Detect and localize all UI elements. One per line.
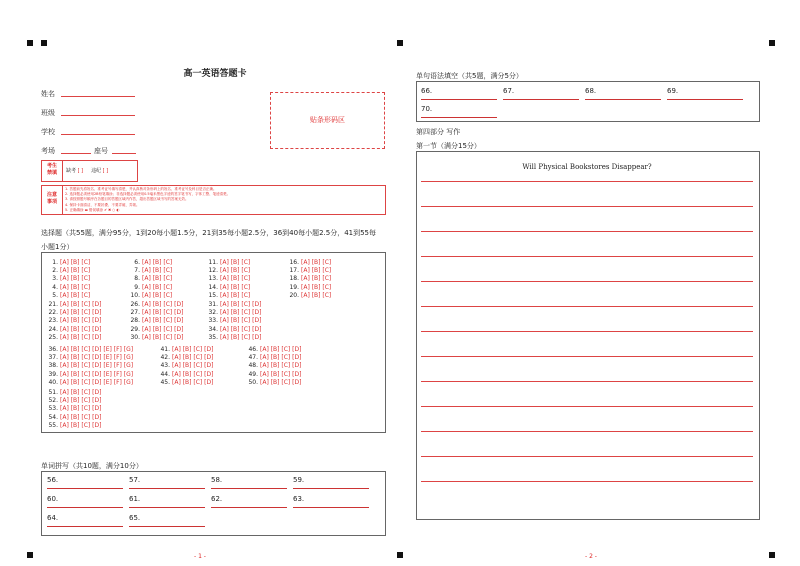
choice-question-1[interactable] bbox=[46, 259, 90, 266]
writing-line[interactable] bbox=[421, 181, 753, 182]
choice-question-44[interactable] bbox=[158, 371, 213, 378]
choice-question-47[interactable] bbox=[246, 354, 301, 361]
question-number: 41. bbox=[160, 346, 170, 353]
choice-question-11[interactable] bbox=[206, 259, 250, 266]
answer-options[interactable]: [A] [B] [C] bbox=[220, 283, 251, 291]
choice-question-52[interactable] bbox=[46, 397, 101, 404]
question-number: 51. bbox=[48, 389, 58, 396]
candidate-box bbox=[41, 160, 138, 182]
choice-question-55[interactable] bbox=[46, 422, 101, 429]
writing-line[interactable] bbox=[421, 281, 753, 282]
answer-options[interactable]: [A] [B] [C] bbox=[60, 283, 91, 291]
question-number: 35. bbox=[208, 333, 218, 341]
choice-question-10[interactable] bbox=[128, 292, 172, 299]
seat-label: 座号 bbox=[94, 147, 108, 155]
class-label: 班级 bbox=[41, 109, 55, 117]
spelling-label: 61. bbox=[129, 495, 141, 503]
answer-options[interactable]: [A] [B] [C] [D] bbox=[142, 325, 184, 333]
answer-options[interactable]: [A] [B] [C] [D] bbox=[220, 333, 262, 341]
question-number: 29. bbox=[130, 325, 140, 333]
question-number: 3. bbox=[52, 275, 58, 283]
spelling-answer-line[interactable] bbox=[129, 488, 205, 489]
writing-sub-heading: 第一节（满分15分） bbox=[416, 142, 481, 150]
choice-question-31[interactable] bbox=[206, 301, 261, 308]
writing-line[interactable] bbox=[421, 306, 753, 307]
note-line: 5. 正确填涂 ▬ 错误填涂 ✔ ✖ ○ ◐ bbox=[65, 207, 120, 212]
answer-options[interactable]: [A] [B] [C] [D] bbox=[220, 309, 262, 317]
spelling-answer-line[interactable] bbox=[293, 488, 369, 489]
choice-question-24[interactable] bbox=[46, 326, 101, 333]
answer-options[interactable]: [A] [B] [C] [D] bbox=[142, 333, 184, 341]
choice-heading-2: 小题1分） bbox=[41, 243, 74, 251]
answer-options[interactable]: [A] [B] [C] [D] [E] [F] [G] bbox=[60, 354, 134, 362]
answer-options[interactable]: [A] [B] [C] [D] bbox=[172, 354, 214, 362]
question-number: 25. bbox=[48, 333, 58, 341]
page-number: - 2 - bbox=[585, 553, 597, 560]
answer-options[interactable]: [A] [B] [C] [D] bbox=[60, 301, 102, 308]
choice-heading: 选择题（共55题，满分95分，1到20每小题1.5分，21到35每小题2.5分，36到40每小题2.5分，41到55每 bbox=[41, 229, 377, 237]
choice-question-34[interactable] bbox=[206, 326, 261, 333]
writing-line[interactable] bbox=[421, 331, 753, 332]
note-line: 2. 选择题必须使用2B铅笔填涂；非选择题必须使用0.5毫米黑色字迹的签字笔书写，字体工整、笔迹清楚。 bbox=[65, 192, 231, 197]
question-number: 31. bbox=[208, 301, 218, 308]
grammar-answer-line[interactable] bbox=[421, 99, 497, 100]
answer-options[interactable]: [A] [B] [C] bbox=[301, 267, 332, 275]
answer-options[interactable]: [A] [B] [C] [D] bbox=[60, 333, 102, 341]
answer-options[interactable]: [A] [B] [C] [D] [E] [F] [G] bbox=[60, 346, 134, 353]
choice-question-28[interactable] bbox=[128, 317, 183, 324]
answer-options[interactable]: [A] [B] [C] bbox=[220, 291, 251, 299]
question-number: 1. bbox=[52, 259, 58, 266]
name-label: 姓名 bbox=[41, 90, 55, 98]
question-number: 15. bbox=[208, 291, 218, 299]
question-number: 22. bbox=[48, 309, 58, 317]
question-number: 30. bbox=[130, 333, 140, 341]
question-number: 9. bbox=[134, 283, 140, 291]
spelling-label: 62. bbox=[211, 495, 223, 503]
spelling-label: 57. bbox=[129, 476, 141, 484]
question-number: 34. bbox=[208, 325, 218, 333]
answer-options[interactable]: [A] [B] [C] bbox=[142, 259, 173, 266]
spelling-label: 60. bbox=[47, 495, 59, 503]
page-number: - 1 - bbox=[194, 553, 206, 560]
question-number: 42. bbox=[160, 354, 170, 362]
question-number: 44. bbox=[160, 370, 170, 378]
question-number: 26. bbox=[130, 301, 140, 308]
question-number: 10. bbox=[130, 291, 140, 299]
spelling-answer-line[interactable] bbox=[211, 507, 287, 508]
question-number: 11. bbox=[208, 259, 218, 266]
choice-question-7[interactable] bbox=[128, 267, 172, 274]
choice-question-25[interactable] bbox=[46, 334, 101, 341]
question-number: 23. bbox=[48, 317, 58, 325]
choice-question-33[interactable] bbox=[206, 317, 261, 324]
writing-line[interactable] bbox=[421, 381, 753, 382]
choice-question-49[interactable] bbox=[246, 371, 301, 378]
grammar-answer-line[interactable] bbox=[503, 99, 579, 100]
writing-line[interactable] bbox=[421, 456, 753, 457]
grammar-label: 70. bbox=[421, 105, 433, 113]
essay-title: Will Physical Bookstores Disappear? bbox=[522, 163, 652, 171]
answer-options[interactable]: [A] [B] [C] bbox=[220, 267, 251, 275]
spelling-answer-line[interactable] bbox=[47, 526, 123, 527]
answer-options[interactable]: [A] [B] [C] bbox=[60, 267, 91, 275]
notes-box bbox=[41, 185, 386, 215]
answer-options[interactable]: [A] [B] [C] bbox=[301, 291, 332, 299]
answer-options[interactable]: [A] [B] [C] [D] bbox=[60, 325, 102, 333]
note-line: 3. 请按照题号顺序在各题目的答题区域内作答，超出答题区域书写的答案无效。 bbox=[65, 197, 189, 202]
question-number: 52. bbox=[48, 397, 58, 405]
grammar-heading: 单句语法填空（共5题，满分5分） bbox=[416, 72, 523, 80]
school-label: 学校 bbox=[41, 128, 55, 136]
violation-label: 违纪 bbox=[91, 168, 102, 174]
answer-options[interactable]: [A] [B] [C] [D] bbox=[260, 362, 302, 370]
question-number: 36. bbox=[48, 346, 58, 353]
question-number: 50. bbox=[248, 378, 258, 386]
question-number: 20. bbox=[289, 291, 299, 299]
question-number: 49. bbox=[248, 370, 258, 378]
question-number: 33. bbox=[208, 317, 218, 325]
question-number: 40. bbox=[48, 378, 58, 386]
question-number: 14. bbox=[208, 283, 218, 291]
answer-options[interactable]: [A] [B] [C] [D] [E] [F] [G] bbox=[60, 362, 134, 370]
choice-question-54[interactable] bbox=[46, 414, 101, 421]
question-number: 12. bbox=[208, 267, 218, 275]
question-number: 39. bbox=[48, 370, 58, 378]
choice-question-35[interactable] bbox=[206, 334, 261, 341]
choice-question-38[interactable] bbox=[46, 362, 133, 369]
grammar-answer-line[interactable] bbox=[585, 99, 661, 100]
choice-question-45[interactable] bbox=[158, 379, 213, 386]
answer-options[interactable]: [A] [B] [C] [D] [E] [F] [G] bbox=[60, 378, 134, 386]
choice-question-19[interactable] bbox=[287, 284, 331, 291]
card-title: 高一英语答题卡 bbox=[183, 69, 247, 79]
choice-question-2[interactable] bbox=[46, 267, 90, 274]
registration-mark bbox=[397, 552, 403, 558]
choice-question-9[interactable] bbox=[128, 284, 172, 291]
answer-options[interactable]: [A] [B] [C] [D] bbox=[60, 421, 102, 429]
question-number: 13. bbox=[208, 275, 218, 283]
choice-question-43[interactable] bbox=[158, 362, 213, 369]
registration-mark bbox=[41, 40, 47, 46]
answer-options[interactable]: [A] [B] [C] [D] bbox=[260, 346, 302, 353]
registration-mark bbox=[397, 40, 403, 46]
writing-line[interactable] bbox=[421, 206, 753, 207]
question-number: 43. bbox=[160, 362, 170, 370]
choice-question-12[interactable] bbox=[206, 267, 250, 274]
answer-options[interactable]: [A] [B] [C] [D] bbox=[142, 309, 184, 317]
note-line: 1. 答题前先将姓名、准考证号填写清楚，并认真核对条形码上的姓名、准考证号及科目是否正确。 bbox=[65, 187, 217, 191]
answer-options[interactable]: [A] [B] [C] [D] bbox=[60, 317, 102, 325]
answer-options[interactable]: [A] [B] [C] bbox=[60, 259, 91, 266]
school-field[interactable] bbox=[61, 134, 135, 135]
answer-options[interactable]: [A] [B] [C] bbox=[301, 283, 332, 291]
answer-options[interactable]: [A] [B] [C] bbox=[142, 291, 173, 299]
choice-question-3[interactable] bbox=[46, 275, 90, 282]
question-number: 5. bbox=[52, 291, 58, 299]
question-number: 16. bbox=[289, 259, 299, 266]
spelling-answer-line[interactable] bbox=[211, 488, 287, 489]
choice-question-32[interactable] bbox=[206, 309, 261, 316]
spelling-label: 65. bbox=[129, 514, 141, 522]
barcode-label: 贴条形码区 bbox=[310, 116, 345, 124]
choice-question-21[interactable] bbox=[46, 301, 101, 308]
exam-room-label: 考场 bbox=[41, 147, 55, 155]
violation-checkbox[interactable]: [ ] bbox=[102, 168, 109, 174]
question-number: 32. bbox=[208, 309, 218, 317]
grammar-label: 69. bbox=[667, 87, 679, 95]
answer-options[interactable]: [A] [B] [C] [D] bbox=[60, 413, 102, 421]
answer-options[interactable]: [A] [B] [C] [D] bbox=[60, 405, 102, 413]
spelling-label: 64. bbox=[47, 514, 59, 522]
answer-options[interactable]: [A] [B] [C] [D] bbox=[172, 378, 214, 386]
seat-field[interactable] bbox=[112, 153, 136, 154]
registration-mark bbox=[769, 40, 775, 46]
choice-question-26[interactable] bbox=[128, 301, 183, 308]
choice-question-30[interactable] bbox=[128, 334, 183, 341]
choice-question-40[interactable] bbox=[46, 379, 133, 386]
answer-options[interactable]: [A] [B] [C] [D] bbox=[220, 317, 262, 325]
answer-options[interactable]: [A] [B] [C] [D] bbox=[60, 389, 102, 396]
absent-label: 缺考 bbox=[66, 168, 77, 174]
spelling-label: 63. bbox=[293, 495, 305, 503]
choice-question-27[interactable] bbox=[128, 309, 183, 316]
question-number: 6. bbox=[134, 259, 140, 266]
question-number: 2. bbox=[52, 267, 58, 275]
choice-question-22[interactable] bbox=[46, 309, 101, 316]
spelling-answer-line[interactable] bbox=[47, 488, 123, 489]
spelling-answer-line[interactable] bbox=[47, 507, 123, 508]
notes-label-1: 注意 bbox=[46, 192, 57, 198]
question-number: 28. bbox=[130, 317, 140, 325]
question-number: 7. bbox=[134, 267, 140, 275]
question-number: 45. bbox=[160, 378, 170, 386]
note-line: 4. 保持卡面清洁，不要折叠、不要弄破、弄皱。 bbox=[65, 202, 140, 207]
question-number: 54. bbox=[48, 413, 58, 421]
choice-question-13[interactable] bbox=[206, 275, 250, 282]
barcode-area bbox=[270, 92, 385, 149]
registration-mark bbox=[27, 552, 33, 558]
answer-options[interactable]: [A] [B] [C] bbox=[301, 259, 332, 266]
choice-question-42[interactable] bbox=[158, 354, 213, 361]
spelling-answer-line[interactable] bbox=[293, 507, 369, 508]
answer-options[interactable]: [A] [B] [C] [D] bbox=[220, 325, 262, 333]
choice-question-36[interactable] bbox=[46, 346, 133, 353]
candidate-label-2: 禁填 bbox=[46, 170, 57, 176]
writing-line[interactable] bbox=[421, 256, 753, 257]
answer-options[interactable]: [A] [B] [C] [D] bbox=[220, 301, 262, 308]
question-number: 37. bbox=[48, 354, 58, 362]
answer-options[interactable]: [A] [B] [C] [D] bbox=[172, 346, 214, 353]
answer-options[interactable]: [A] [B] [C] [D] bbox=[142, 317, 184, 325]
exam-room-field[interactable] bbox=[61, 153, 91, 154]
writing-line[interactable] bbox=[421, 481, 753, 482]
choice-question-16[interactable] bbox=[287, 259, 331, 266]
answer-options[interactable]: [A] [B] [C] [D] bbox=[172, 370, 214, 378]
choice-question-23[interactable] bbox=[46, 317, 101, 324]
question-number: 21. bbox=[48, 301, 58, 308]
question-number: 46. bbox=[248, 346, 258, 353]
answer-options[interactable]: [A] [B] [C] [D] bbox=[172, 362, 214, 370]
question-number: 27. bbox=[130, 309, 140, 317]
choice-question-5[interactable] bbox=[46, 292, 90, 299]
grammar-answer-line[interactable] bbox=[667, 99, 743, 100]
answer-options[interactable]: [A] [B] [C] bbox=[220, 275, 251, 283]
choice-question-6[interactable] bbox=[128, 259, 172, 266]
spelling-answer-line[interactable] bbox=[129, 507, 205, 508]
answer-options[interactable]: [A] [B] [C] [D] bbox=[142, 301, 184, 308]
answer-options[interactable]: [A] [B] [C] bbox=[142, 275, 173, 283]
class-field[interactable] bbox=[61, 115, 135, 116]
writing-line[interactable] bbox=[421, 431, 753, 432]
notes-label-2: 事项 bbox=[46, 199, 57, 205]
spelling-label: 58. bbox=[211, 476, 223, 484]
answer-options[interactable]: [A] [B] [C] bbox=[142, 283, 173, 291]
answer-options[interactable]: [A] [B] [C] bbox=[142, 267, 173, 275]
answer-options[interactable]: [A] [B] [C] bbox=[60, 275, 91, 283]
writing-line[interactable] bbox=[421, 356, 753, 357]
writing-line[interactable] bbox=[421, 231, 753, 232]
answer-options[interactable]: [A] [B] [C] [D] [E] [F] [G] bbox=[60, 370, 134, 378]
choice-question-50[interactable] bbox=[246, 379, 301, 386]
choice-question-48[interactable] bbox=[246, 362, 301, 369]
answer-options[interactable]: [A] [B] [C] [D] bbox=[260, 370, 302, 378]
question-number: 53. bbox=[48, 405, 58, 413]
question-number: 38. bbox=[48, 362, 58, 370]
absent-checkbox[interactable]: [ ] bbox=[77, 168, 84, 174]
question-number: 17. bbox=[289, 267, 299, 275]
spelling-answer-line[interactable] bbox=[129, 526, 205, 527]
spelling-label: 56. bbox=[47, 476, 59, 484]
grammar-label: 66. bbox=[421, 87, 433, 95]
choice-question-20[interactable] bbox=[287, 292, 331, 299]
answer-options[interactable]: [A] [B] [C] bbox=[301, 275, 332, 283]
question-number: 18. bbox=[289, 275, 299, 283]
answer-options[interactable]: [A] [B] [C] bbox=[220, 259, 251, 266]
question-number: 8. bbox=[134, 275, 140, 283]
choice-question-17[interactable] bbox=[287, 267, 331, 274]
choice-question-46[interactable] bbox=[246, 346, 301, 353]
choice-question-14[interactable] bbox=[206, 284, 250, 291]
writing-line[interactable] bbox=[421, 406, 753, 407]
question-number: 55. bbox=[48, 421, 58, 429]
question-number: 24. bbox=[48, 325, 58, 333]
choice-question-15[interactable] bbox=[206, 292, 250, 299]
answer-options[interactable]: [A] [B] [C] [D] bbox=[260, 378, 302, 386]
answer-options[interactable]: [A] [B] [C] [D] bbox=[60, 309, 102, 317]
answer-options[interactable]: [A] [B] [C] bbox=[60, 291, 91, 299]
answer-options[interactable]: [A] [B] [C] [D] bbox=[260, 354, 302, 362]
choice-question-53[interactable] bbox=[46, 405, 101, 412]
candidate-label-1: 考生 bbox=[46, 163, 57, 169]
choice-question-39[interactable] bbox=[46, 371, 133, 378]
choice-question-37[interactable] bbox=[46, 354, 133, 361]
choice-question-51[interactable] bbox=[46, 389, 101, 396]
choice-question-18[interactable] bbox=[287, 275, 331, 282]
question-number: 47. bbox=[248, 354, 258, 362]
question-number: 48. bbox=[248, 362, 258, 370]
question-number: 4. bbox=[52, 283, 58, 291]
spelling-heading: 单词拼写（共10题，满分10分） bbox=[41, 462, 143, 470]
answer-options[interactable]: [A] [B] [C] [D] bbox=[60, 397, 102, 405]
spelling-label: 59. bbox=[293, 476, 305, 484]
name-field[interactable] bbox=[61, 96, 135, 97]
registration-mark bbox=[769, 552, 775, 558]
registration-mark bbox=[27, 40, 33, 46]
question-number: 19. bbox=[289, 283, 299, 291]
grammar-answer-line[interactable] bbox=[421, 117, 497, 118]
choice-question-4[interactable] bbox=[46, 284, 90, 291]
choice-question-8[interactable] bbox=[128, 275, 172, 282]
writing-part-heading: 第四部分 写作 bbox=[416, 128, 461, 136]
grammar-label: 67. bbox=[503, 87, 515, 95]
choice-question-29[interactable] bbox=[128, 326, 183, 333]
grammar-label: 68. bbox=[585, 87, 597, 95]
choice-question-41[interactable] bbox=[158, 346, 213, 353]
